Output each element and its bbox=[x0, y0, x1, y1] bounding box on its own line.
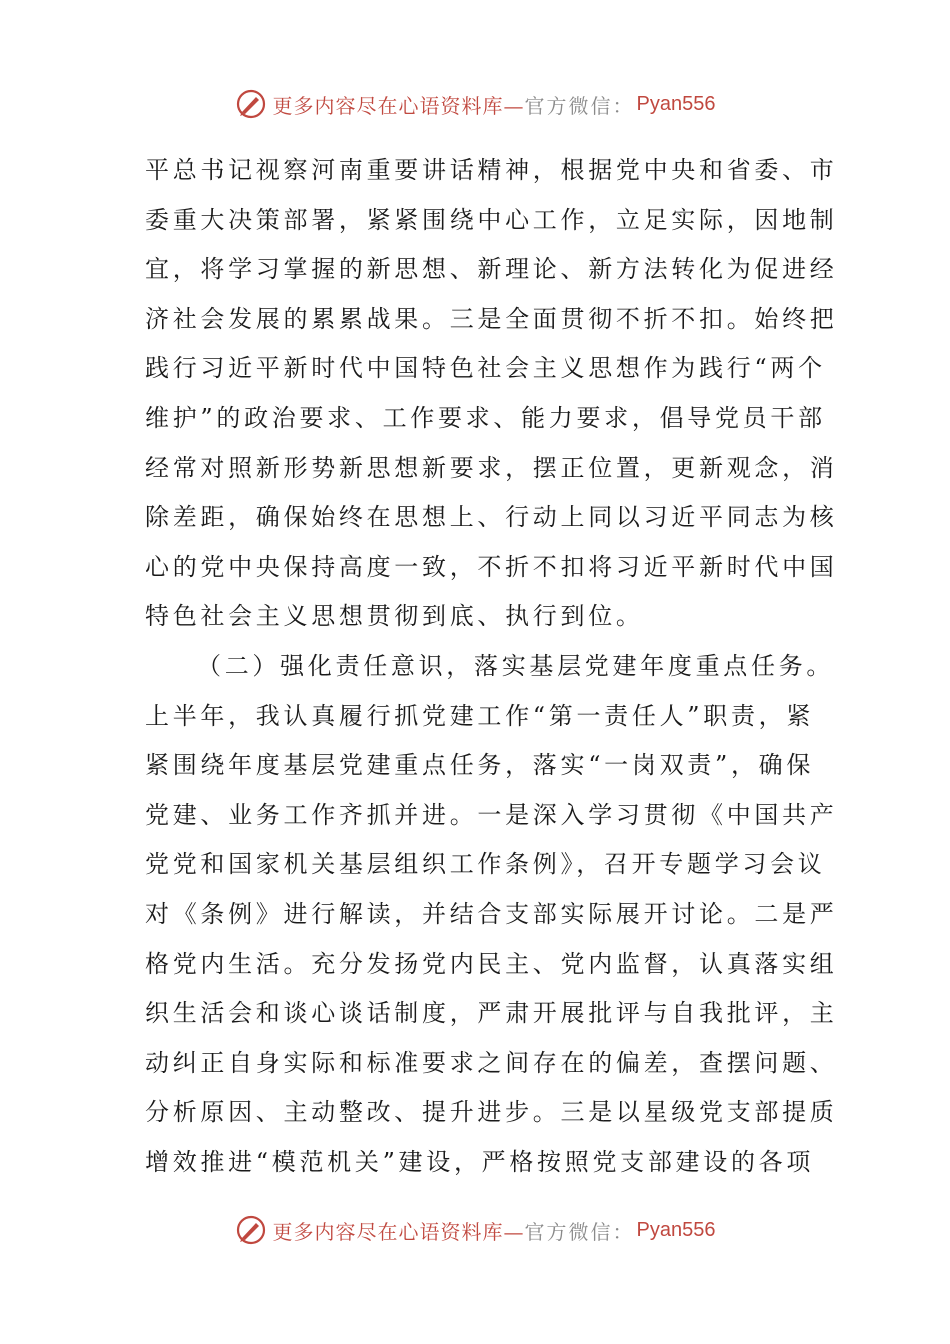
pen-logo-icon bbox=[235, 1214, 267, 1246]
text-line: 对《条例》进行解读，并结合支部实际展开讨论。二是严 bbox=[145, 899, 838, 928]
text-line: 分析原因、主动整改、提升进步。三是以星级党支部提质 bbox=[145, 1098, 838, 1127]
text-line: 经常对照新形势新思想新要求，摆正位置，更新观念，消 bbox=[145, 453, 838, 482]
banner-wechat-id: Pyan556 bbox=[636, 92, 716, 115]
text-line: 上半年，我认真履行抓党建工作“第一责任人”职责，紧 bbox=[145, 701, 815, 730]
banner-wechat-label: 官方微信： bbox=[524, 1219, 635, 1244]
text-line: 委重大决策部署，紧紧围绕中心工作，立足实际，因地制 bbox=[145, 205, 838, 234]
text-line: 宜，将学习掌握的新思想、新理论、新方法转化为促进经 bbox=[145, 255, 838, 284]
text-line: 维护”的政治要求、工作要求、能力要求，倡导党员干部 bbox=[145, 403, 826, 432]
text-line: 特色社会主义思想贯彻到底、执行到位。 bbox=[145, 602, 644, 631]
banner-wechat-id: Pyan556 bbox=[636, 1218, 716, 1241]
document-body bbox=[145, 146, 838, 1187]
section-heading-line: （二）强化责任意识，落实基层党建年度重点任务。 bbox=[197, 651, 835, 680]
pen-logo-icon bbox=[235, 88, 267, 120]
header-banner bbox=[0, 84, 950, 124]
banner-wechat-label: 官方微信： bbox=[524, 93, 635, 118]
text-line: 践行习近平新时代中国特色社会主义思想作为践行“两个 bbox=[145, 354, 826, 383]
text-line: 平总书记视察河南重要讲话精神，根据党中央和省委、市 bbox=[145, 156, 838, 184]
text-line: 增效推进“模范机关”建设，严格按照党支部建设的各项 bbox=[145, 1147, 815, 1176]
banner-site-text: 更多内容尽在心语资料库— bbox=[272, 1219, 525, 1244]
text-line: 织生活会和谈心谈话制度，严肃开展批评与自我批评，主 bbox=[145, 999, 838, 1028]
text-line: 格党内生活。充分发扬党内民主、党内监督，认真落实组 bbox=[145, 949, 838, 978]
text-line: 动纠正自身实际和标准要求之间存在的偏差，查摆问题、 bbox=[145, 1048, 838, 1077]
text-line: 心的党中央保持高度一致，不折不扣将习近平新时代中国 bbox=[145, 552, 838, 581]
text-line: 济社会发展的累累战果。三是全面贯彻不折不扣。始终把 bbox=[145, 304, 838, 333]
text-line: 党建、业务工作齐抓并进。一是深入学习贯彻《中国共产 bbox=[145, 800, 838, 829]
footer-banner bbox=[0, 1210, 950, 1250]
text-line: 除差距，确保始终在思想上、行动上同以习近平同志为核 bbox=[145, 503, 838, 532]
text-line: 党党和国家机关基层组织工作条例》，召开专题学习会议 bbox=[145, 850, 826, 879]
banner-site-text: 更多内容尽在心语资料库— bbox=[272, 93, 525, 118]
text-line: 紧围绕年度基层党建重点任务，落实“一岗双责”，确保 bbox=[145, 751, 815, 780]
